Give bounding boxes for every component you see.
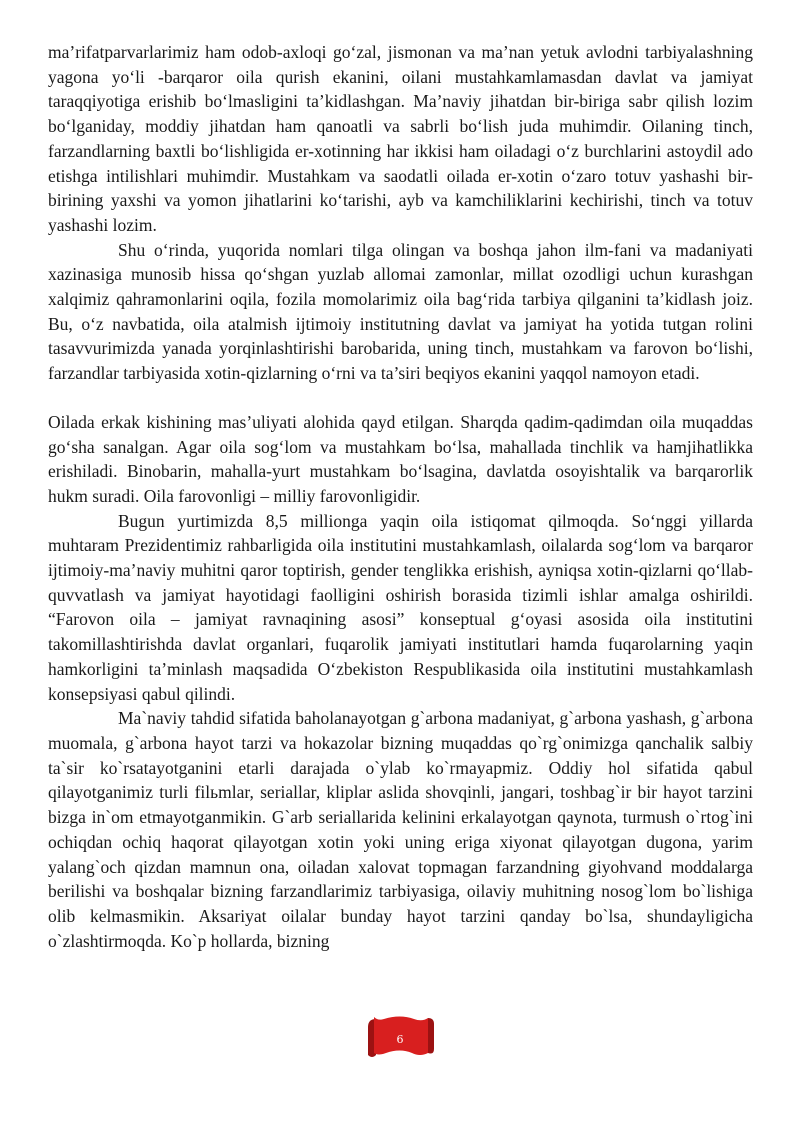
paragraph-4: Bugun yurtimizda 8,5 millionga yaqin oila istiqomat qilmoqda. So‘nggi yillarda muhtaram Prezidentimiz rahbarligida oila institutini mustahkamlash, oilalarda sog‘lom va barqaror ijtimoiy-ma’naviy muhitni qaror toptirish, gender tenglikka erishish, ayniqsa xotin-qizlarni qo‘llab-quvvatlash va jamiyat hayotidagi faolligini oshirish borasida tizimli ishlar amalga oshirildi. “Farovon oila – jamiyat ravnaqining asosi” konseptual g‘oyasi asosida oila institutini takomillashtirishda davlat organlari, fuqarolik jamiyati institutlari hamda fuqarolarning yaqin hamkorligini ta’minlash maqsadida O‘zbekiston Respublikasida oila institutini mustahkamlash konsepsiyasi qabul qilindi.: [48, 510, 753, 704]
page-number-banner: [362, 1015, 438, 1061]
page-number: 6: [396, 1033, 404, 1046]
document-body: [48, 40, 753, 953]
paragraph-1: ma’rifatparvarlarimiz ham odob-axloqi go‘zal, jismonan va ma’nan yetuk avlodni tarbiyalashning yagona yo‘li -barqaror oila qurish ekanini, oilani mustahkamlamasdan davlat va jamiyat taraqqiyotiga erishib bo‘lmasligini ta’kidlashgan. Ma’naviy jihatdan bir-biriga sabr qilish lozim bo‘lganiday, moddiy jihatdan ham qanoatli va sabrli bo‘lish juda muhimdir. Oilaning tinch, farzandlarning baxtli bo‘lishligida er-xotinning har ikkisi ham oiladagi o‘z burchlarini astoydil ado etishga intilishlari muhimdir. Mustahkam va saodatli oilada er-xotin o‘zaro totuv yashashi bir-birining yaxshi va yomon jihatlarini ko‘tarishi, ayb va kamchiliklarini kechirishi, tinch va totuv yashashi lozim.: [48, 42, 753, 235]
paragraph-2: Shu o‘rinda, yuqorida nomlari tilga olingan va boshqa jahon ilm-fani va madaniyati xazinasiga munosib hissa qo‘shgan yuzlab allomai zamonlar, millat ozodligi uchun kurashgan xalqimiz qahramonlarini oqila, fozila momolarimiz oila bag‘rida tarbiya qilganini ta’kidlash joiz. Bu, o‘z navbatida, oila atalmish ijtimoiy institutning davlat va jamiyat ha yotida tutgan rolini tasavvurimizda yanada yorqinlashtirishi barobarida, uning tinch, mustahkam va farovon bo‘lishi, farzandlar tarbiyasida xotin-qizlarning o‘rni va ta’siri beqiyos ekanini yaqqol namoyon etadi.: [48, 239, 753, 384]
paragraph-spacer: [48, 386, 753, 410]
paragraph-5: Ma`naviy tahdid sifatida baholanayotgan g`arbona madaniyat, g`arbona yashash, g`arbona muomala, g`arbona hayot tarzi va hokazolar bizning muqaddas qo`rg`onimizga qanchalik salbiy ta`sir ko`rsatayotganini etarli darajada o`ylab ko`rmayapmiz. Oddiy hol sifatida qabul qilayotganimiz turli filьmlar, seriallar, kliplar aslida shovqinli, jangari, toshbag`ir bir hayot tarzini bizga in`om etmayotganmikin. G`arb seriallarida kelinini erkalayotgan qaynota, turmush o`rtog`ini ochiqdan ochiq haqorat qilayotgan xotin yoki uning eriga xiyonat qilayotgan dugona, yarim yalang`och qizdan mamnun ona, oiladan xalovat topmagan farzandning giyohvand moddalarga berilishi va boshqalar bizning farzandlarimiz tarbiyasiga, oilaviy muhitning nosog`lom bo`lishiga olib kelmasmikin. Aksariyat oilalar bunday hayot tarzini qanday bo`lsa, shundayligicha o`zlashtirmoqda. Ko`p hollarda, bizning: [48, 708, 753, 951]
paragraph-3: Oilada erkak kishining mas’uliyati alohida qayd etilgan. Sharqda qadim-qadimdan oila muqaddas go‘sha sanalgan. Agar oila sog‘lom va mustahkam bo‘lsa, mahallada tinchlik va hamjihatlikka erishiladi. Binobarin, mahalla-yurt mustahkam bo‘lsagina, davlatda osoyishtalik va barqarorlik hukm suradi. Oila farovonligi – milliy farovonligidir.: [48, 411, 753, 506]
